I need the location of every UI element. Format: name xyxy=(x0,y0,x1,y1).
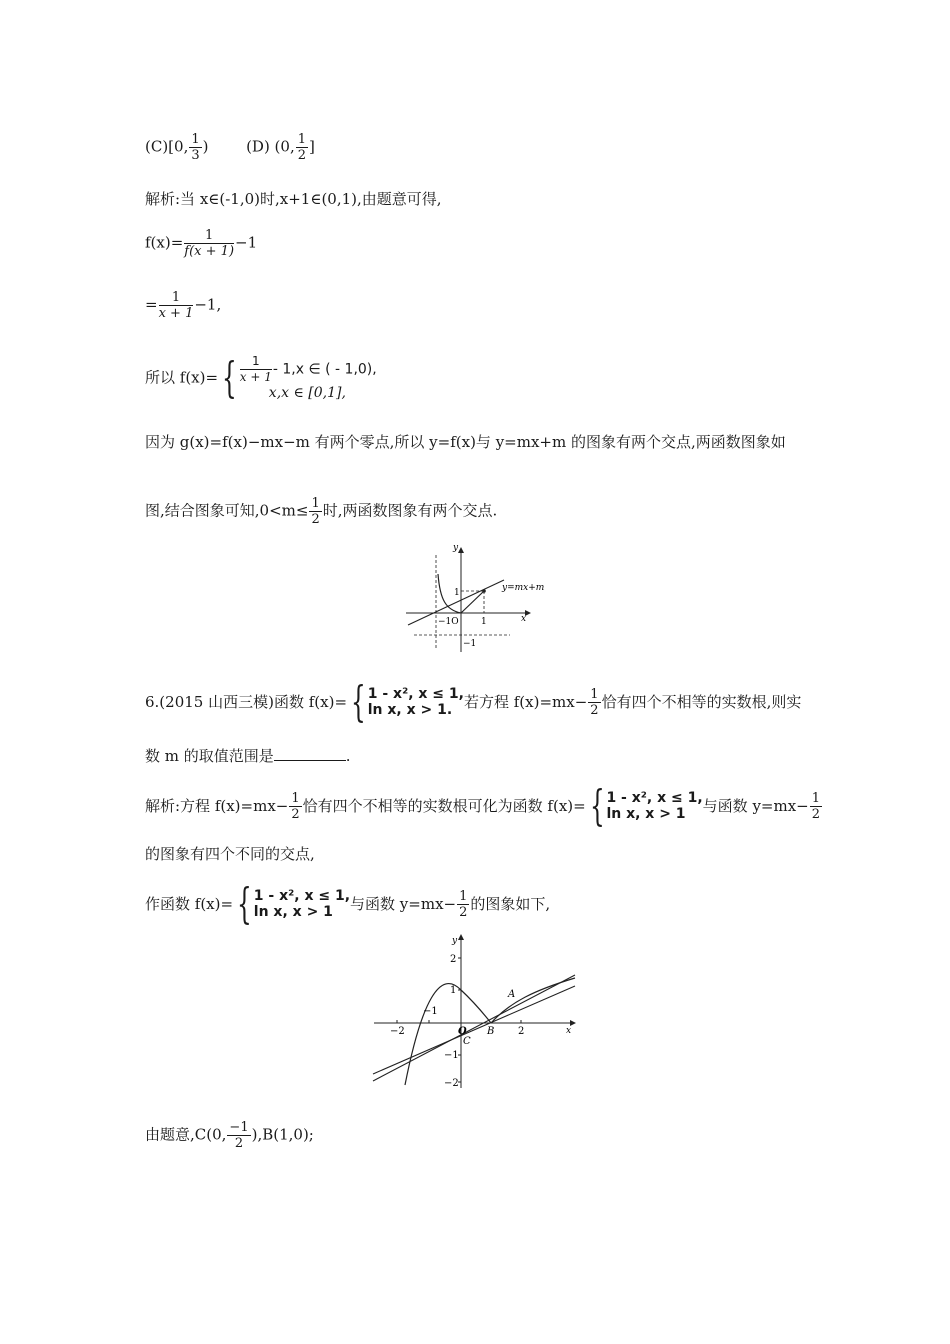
point-b-label: B xyxy=(487,1026,495,1037)
fx-recurrence: f(x)= $\frac{1}{f(x + 1)}$ −1 xyxy=(145,228,258,259)
fx-piecewise: 所以 f(x)={ $\frac{1}{x + 1}$ - 1,x ∈ ( - 1,0), x,x ∈ [0,1], xyxy=(145,352,377,402)
solution-intro: 解析:当 x∈(-1,0)时,x+1∈(0,1),由题意可得, xyxy=(145,190,442,208)
solution-6-line-3: 作函数 f(x)={ 1 - x², x ≤ 1, ln x, x > 1 与函数 y=mx− $\frac{1}{2}$ 的图象如下, xyxy=(145,879,551,928)
question-6-line-2: 数 m 的取值范围是 . xyxy=(145,747,351,765)
parabola xyxy=(405,984,491,1085)
tick-y-2: 2 xyxy=(450,954,457,965)
origin-label: O xyxy=(458,1026,467,1037)
tick-x-2: 2 xyxy=(518,1026,525,1037)
fx-fraction: $\frac{1}{f(x + 1)}$ xyxy=(184,228,235,259)
tick-x-neg2: −2 xyxy=(390,1026,405,1037)
simplified-fraction: $\frac{1}{x + 1}$ xyxy=(158,290,194,321)
option-d-fraction: $\frac{1}{2}$ xyxy=(297,132,307,163)
y-axis-label: y xyxy=(453,543,459,553)
solution-6-line-1: 解析:方程 f(x)=mx− $\frac{1}{2}$ 恰有四个不相等的实数根可化为函数 f(x)={ 1 - x², x ≤ 1, ln x, x > 1 与函数 y=mx− $\frac{1}{2}$ xyxy=(145,781,821,830)
figure-1-graph xyxy=(400,540,550,655)
tick-y-neg1: −1 xyxy=(444,1050,459,1061)
option-c-close: ) xyxy=(202,137,209,156)
final-line: 由题意,C(0, $\frac{-1}{2}$ ),B(1,0); xyxy=(145,1120,314,1151)
tick-x-neg1: −1 xyxy=(423,1006,438,1017)
answer-blank[interactable] xyxy=(274,746,346,761)
x-axis-label: x xyxy=(566,1026,572,1036)
y-axis-label: y xyxy=(452,936,458,946)
solution-6-line-2: 的图象有四个不同的交点, xyxy=(145,845,315,863)
solution-paragraph-2: 图,结合图象可知,0<m≤ $\frac{1}{2}$ 时,两函数图象有两个交点. xyxy=(145,496,498,527)
q6-piecewise: 1 - x², x ≤ 1, ln x, x > 1. xyxy=(367,686,464,718)
option-c-fraction: $\frac{1}{3}$ xyxy=(191,132,200,163)
option-d-label: (D) (0, xyxy=(246,137,295,156)
piecewise-cases: $\frac{1}{x + 1}$ - 1,x ∈ ( - 1,0), x,x ∈ [0,1], xyxy=(239,354,377,401)
point-c-label: C xyxy=(463,1036,471,1047)
option-d-close: ] xyxy=(309,137,315,156)
solution-paragraph-1: 因为 g(x)=f(x)−mx−m 有两个零点,所以 y=f(x)与 y=mx+m 的图象有两个交点,两函数图象如 xyxy=(145,433,786,451)
tick-y-1: 1 xyxy=(454,588,460,598)
options-line xyxy=(145,132,315,163)
fx-simplified: = $\frac{1}{x + 1}$ −1, xyxy=(145,290,222,321)
log-curve xyxy=(491,978,575,1023)
question-6: 6.(2015 山西三模)函数 f(x)={ 1 - x², x ≤ 1, ln x, x > 1. 若方程 f(x)=mx− $\frac{1}{2}$ 恰有四个不相等的实数根,则实 xyxy=(145,677,802,726)
x-axis-label: x xyxy=(521,614,527,624)
tick-y-neg2: −2 xyxy=(444,1078,459,1089)
origin-label: −1O xyxy=(438,617,459,627)
option-c-label: (C)[0, xyxy=(145,137,189,156)
point-a-label: A xyxy=(508,989,516,1000)
figure-2-graph xyxy=(370,930,585,1090)
tick-y-1: 1 xyxy=(450,985,457,996)
tick-y-neg1: −1 xyxy=(463,639,477,649)
tick-x-1: 1 xyxy=(481,617,487,627)
line-label: y=mx+m xyxy=(502,583,545,593)
